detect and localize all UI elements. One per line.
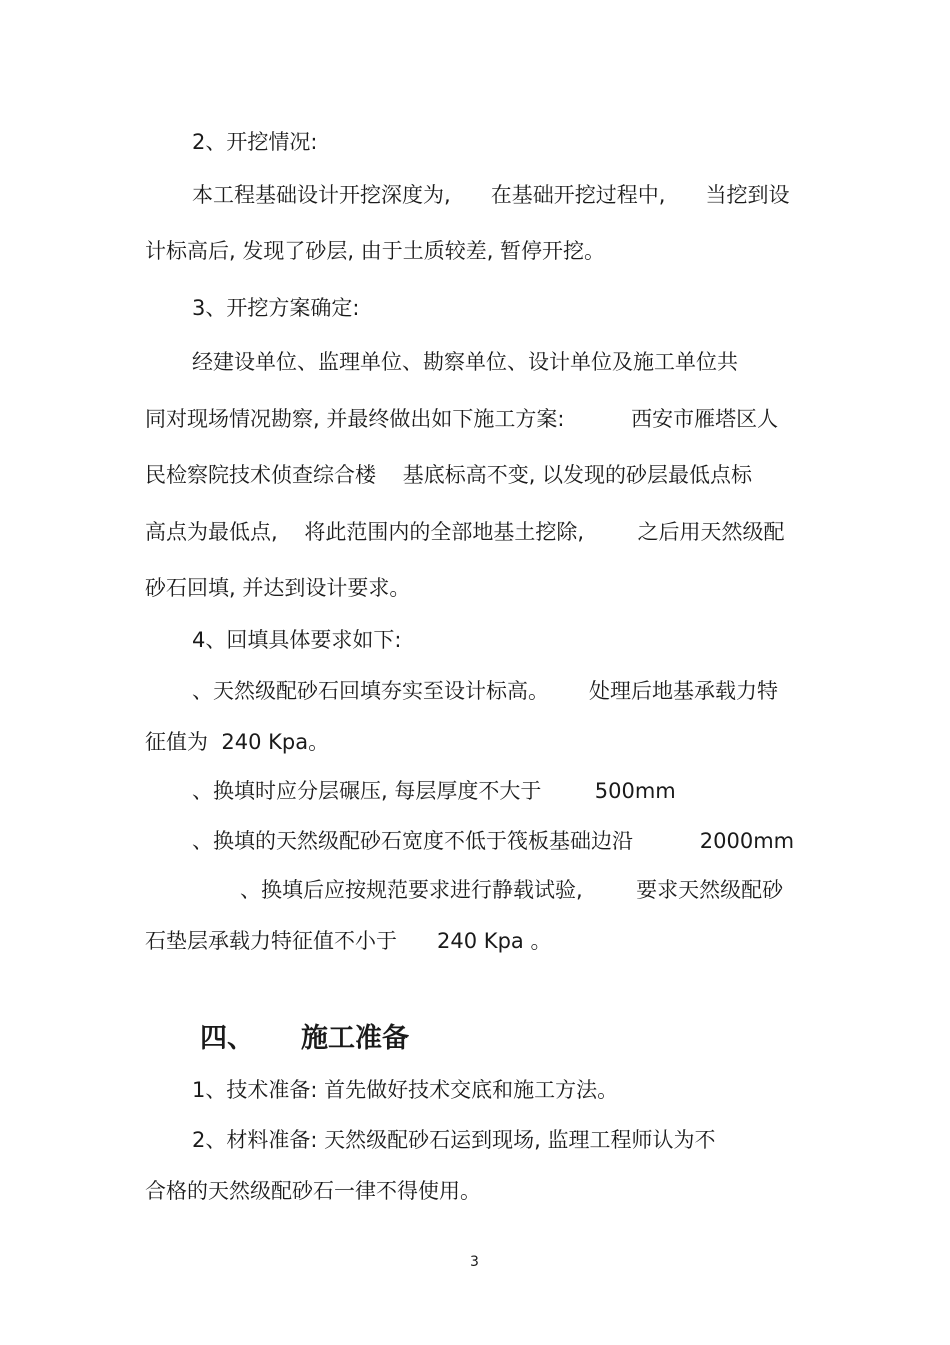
page-number: 3 — [470, 1254, 479, 1270]
text-line: 本工程基础设计开挖深度为, 在基础开挖过程中, 当挖到设 — [192, 183, 790, 207]
section-heading: 四、 施工准备 — [200, 1023, 409, 1054]
text-line: 同对现场情况勘察, 并最终做出如下施工方案: 西安市雁塔区人 — [145, 407, 779, 431]
text-line: 3、开挖方案确定: — [192, 296, 360, 320]
text-line: 、换填时应分层碾压, 每层厚度不大于 500mm — [192, 779, 676, 803]
text-line: 砂石回填, 并达到设计要求。 — [145, 576, 411, 600]
text-line: 、换填的天然级配砂石宽度不低于筏板基础边沿 2000mm — [192, 829, 795, 853]
text-line: 民检察院技术侦查综合楼 基底标高不变, 以发现的砂层最低点标 — [145, 463, 753, 487]
text-line: 2、材料准备: 天然级配砂石运到现场, 监理工程师认为不 — [192, 1128, 716, 1152]
text-line: 4、回填具体要求如下: — [192, 628, 402, 652]
text-line: 石垫层承载力特征值不小于 240 Kpa 。 — [145, 929, 552, 953]
text-line: 1、技术准备: 首先做好技术交底和施工方法。 — [192, 1078, 619, 1102]
text-line: 、天然级配砂石回填夯实至设计标高。 处理后地基承载力特 — [192, 679, 779, 703]
text-line: 征值为 240 Kpa。 — [145, 730, 330, 754]
text-line: 、换填后应按规范要求进行静载试验, 要求天然级配砂 — [240, 878, 784, 902]
text-line: 合格的天然级配砂石一律不得使用。 — [145, 1179, 481, 1203]
text-line: 计标高后, 发现了砂层, 由于土质较差, 暂停开挖。 — [145, 239, 606, 263]
text-line: 经建设单位、监理单位、勘察单位、设计单位及施工单位共 — [192, 350, 738, 374]
text-line: 高点为最低点, 将此范围内的全部地基土挖除, 之后用天然级配 — [145, 520, 785, 544]
text-line: 2、开挖情况: — [192, 130, 318, 154]
